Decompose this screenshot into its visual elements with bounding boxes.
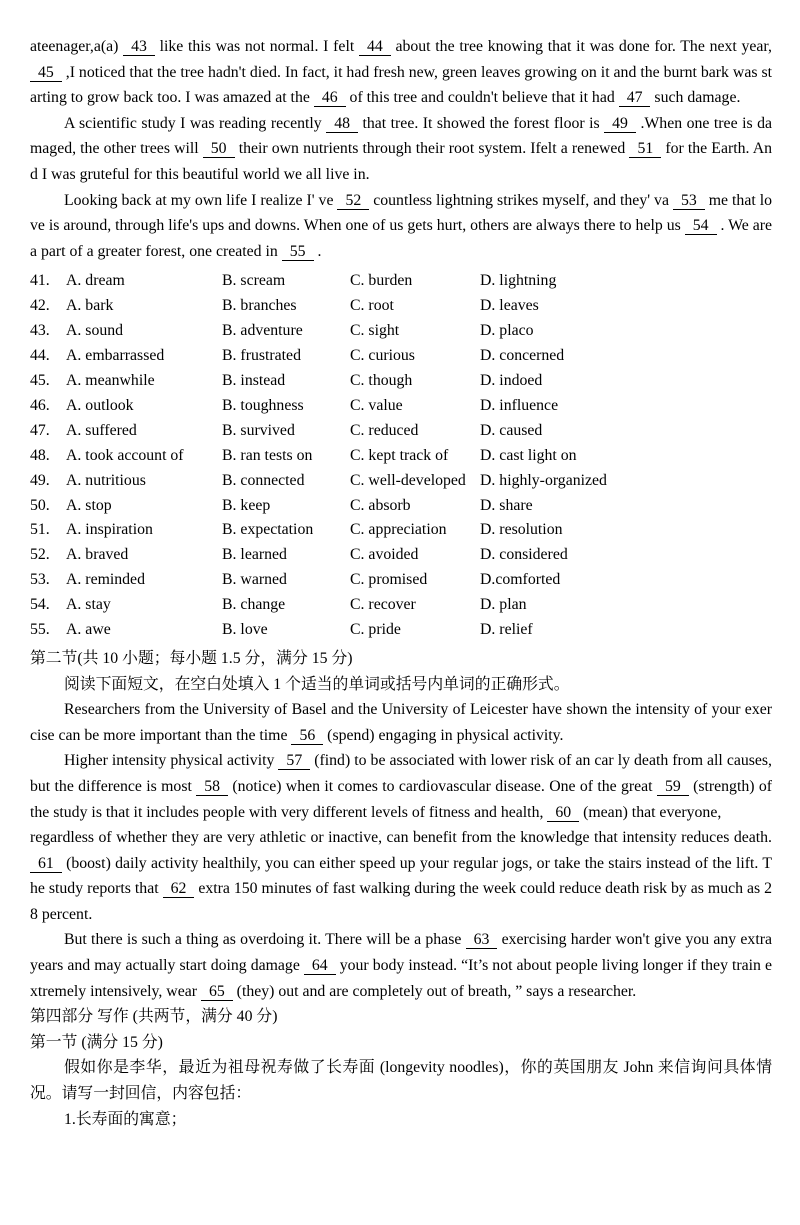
option-row [30, 319, 772, 344]
option-choice: A. stay [66, 596, 111, 614]
section2-passage [30, 697, 772, 1004]
section2-paragraph: Researchers from the University of Basel and the University of Leicester have shown the intensity of your exercise can be more important than the time 56 (spend) engaging in physical activity. [30, 701, 772, 744]
option-choice: B. toughness [222, 396, 304, 414]
option-choice: D. lightning [480, 272, 557, 290]
option-choice: B. branches [222, 297, 297, 315]
option-choice: C. kept track of [350, 446, 449, 464]
option-row [30, 444, 772, 469]
question-number: 48. [30, 446, 50, 464]
cloze-paragraph: ateenager,a(a) 43 like this was not normal. I felt 44 about the tree knowing that it was done for. The next year, 45 ,I noticed that the tree hadn't died. In fact, it had fresh new, green leaves growing on it and the burnt bark was starting to grow back too. I was amazed at the 46 of this tree and couldn't believe that it had 47 such damage. [30, 38, 772, 107]
section4-heading: 第四部分 写作 (共两节，满分 40 分) [30, 1008, 278, 1026]
option-row [30, 568, 772, 593]
option-choice: A. took account of [66, 446, 184, 464]
question-number: 44. [30, 347, 50, 365]
option-choice: D. caused [480, 421, 543, 439]
option-row [30, 543, 772, 568]
option-row [30, 618, 772, 643]
question-number: 55. [30, 621, 50, 639]
question-number: 49. [30, 471, 50, 489]
section2-paragraph: But there is such a thing as overdoing it. There will be a phase 63 exercising harder won't give you any extra years and may actually start doing damage 64 your body instead. “It’s not about people living longer if they train extremely intensively, wear 65 (they) out and are completely out of breath, ” says a researcher. [30, 931, 772, 1000]
option-choice: D. share [480, 496, 533, 514]
option-choice: A. reminded [66, 571, 145, 589]
option-choice: C. root [350, 297, 394, 315]
option-choice: A. suffered [66, 421, 137, 439]
option-choice: A. outlook [66, 396, 134, 414]
option-choice: C. sight [350, 322, 400, 340]
option-choice: B. adventure [222, 322, 303, 340]
blank-62: 62 [163, 880, 195, 898]
option-choice: C. promised [350, 571, 428, 589]
blank-61: 61 [30, 855, 62, 873]
blank-59: 59 [657, 778, 689, 796]
option-choice: C. recover [350, 596, 416, 614]
option-choice: C. though [350, 371, 413, 389]
blank-65: 65 [201, 983, 233, 1001]
blank-55: 55 [282, 243, 314, 261]
option-choice: B. keep [222, 496, 271, 514]
option-choice: B. survived [222, 421, 295, 439]
option-choice: A. awe [66, 621, 111, 639]
option-row [30, 394, 772, 419]
section2-paragraph: regardless of whether they are very athletic or inactive, can benefit from the knowledge that intensity reduces death. 61 (boost) daily activity healthily, you can either speed up your regular jogs, or take the stairs instead of the lift. The study reports that 62 extra 150 minutes of fast walking during the week could reduce death risk by as much as 28 percent. [30, 829, 772, 923]
option-row [30, 269, 772, 294]
question-number: 45. [30, 371, 50, 389]
blank-56: 56 [291, 727, 323, 745]
multiple-choice-options [30, 269, 772, 643]
option-choice: B. connected [222, 471, 305, 489]
blank-57: 57 [278, 752, 310, 770]
question-number: 50. [30, 496, 50, 514]
blank-49: 49 [604, 115, 636, 133]
option-choice: B. scream [222, 272, 286, 290]
option-choice: B. instead [222, 371, 286, 389]
option-row [30, 593, 772, 618]
option-choice: A. inspiration [66, 521, 153, 539]
option-choice: D. influence [480, 396, 559, 414]
section4-writing-prompt [30, 1055, 772, 1132]
option-row [30, 369, 772, 394]
question-number: 47. [30, 421, 50, 439]
option-choice: D.comforted [480, 571, 561, 589]
option-choice: B. change [222, 596, 286, 614]
option-row [30, 494, 772, 519]
option-choice: A. embarrassed [66, 347, 165, 365]
option-choice: B. warned [222, 571, 287, 589]
blank-58: 58 [196, 778, 228, 796]
option-choice: B. learned [222, 546, 287, 564]
option-choice: D. indoed [480, 371, 543, 389]
blank-64: 64 [304, 957, 336, 975]
question-number: 52. [30, 546, 50, 564]
question-number: 54. [30, 596, 50, 614]
question-number: 41. [30, 272, 50, 290]
option-choice: D. leaves [480, 297, 539, 315]
option-choice: B. expectation [222, 521, 314, 539]
cloze-passage [30, 34, 772, 264]
blank-48: 48 [326, 115, 358, 133]
option-choice: A. nutritious [66, 471, 146, 489]
option-choice: C. avoided [350, 546, 419, 564]
option-choice: A. meanwhile [66, 371, 155, 389]
option-choice: A. sound [66, 322, 124, 340]
option-choice: D. resolution [480, 521, 563, 539]
blank-45: 45 [30, 64, 62, 82]
option-choice: D. plan [480, 596, 527, 614]
option-choice: B. frustrated [222, 347, 301, 365]
option-row [30, 294, 772, 319]
blank-50: 50 [203, 140, 235, 158]
option-choice: B. love [222, 621, 268, 639]
option-choice: C. pride [350, 621, 401, 639]
option-choice: D. placo [480, 322, 534, 340]
option-choice: C. reduced [350, 421, 419, 439]
question-number: 53. [30, 571, 50, 589]
section2-heading: 第二节(共 10 小题；每小题 1.5 分，满分 15 分) [30, 649, 353, 667]
section4-subheading: 第一节 (满分 15 分) [30, 1033, 163, 1051]
blank-60: 60 [547, 804, 579, 822]
option-choice: D. concerned [480, 347, 565, 365]
option-choice: A. stop [66, 496, 112, 514]
question-number: 46. [30, 396, 50, 414]
question-number: 51. [30, 521, 50, 539]
option-choice: D. considered [480, 546, 568, 564]
option-choice: C. appreciation [350, 521, 447, 539]
option-row [30, 344, 772, 369]
option-choice: A. dream [66, 272, 125, 290]
section2-instruction: 阅读下面短文，在空白处填入 1 个适当的单词或括号内单词的正确形式。 [64, 675, 570, 693]
option-choice: B. ran tests on [222, 446, 313, 464]
option-choice: D. cast light on [480, 446, 577, 464]
option-choice: C. absorb [350, 496, 411, 514]
blank-52: 52 [337, 192, 369, 210]
blank-43: 43 [123, 38, 155, 56]
cloze-paragraph: Looking back at my own life I realize I' ve 52 countless lightning strikes myself, and they' va 53 me that love is around, through life's ups and downs. When one of us gets hurt, others are always there to help us 54 . We are a part of a greater forest, one created in 55 . [30, 191, 772, 260]
blank-51: 51 [629, 140, 661, 158]
writing-prompt-paragraph: 假如你是李华，最近为祖母祝寿做了长寿面 (longevity noodles)，你的英国朋友 John 来信询问具体情况。请写一封回信，内容包括： [30, 1059, 772, 1103]
blank-47: 47 [619, 89, 651, 107]
option-choice: C. curious [350, 347, 415, 365]
blank-53: 53 [673, 192, 705, 210]
writing-prompt-paragraph: 1.长寿面的寓意； [64, 1110, 187, 1128]
option-choice: A. braved [66, 546, 129, 564]
option-choice: A. bark [66, 297, 114, 315]
cloze-paragraph: A scientific study I was reading recently 48 that tree. It showed the forest floor is 49 .When one tree is damaged, the other trees will 50 their own nutrients through their root system. Ifelt a renewed 51 for the Earth. And I was gruteful for this beautiful world we all live in. [30, 114, 773, 183]
blank-54: 54 [685, 217, 717, 235]
option-choice: D. highly-organized [480, 471, 607, 489]
option-choice: D. relief [480, 621, 533, 639]
option-row [30, 518, 772, 543]
blank-46: 46 [314, 89, 346, 107]
blank-44: 44 [359, 38, 391, 56]
question-number: 43. [30, 322, 50, 340]
section2-paragraph: Higher intensity physical activity 57 (find) to be associated with lower risk of an car ly death from all causes, but the difference is most 58 (notice) when it comes to cardiovascular disease. One of the great 59 (strength) of the study is that it includes people with very different levels of fitness and health, 60 (mean) that everyone, [30, 752, 773, 821]
blank-63: 63 [466, 931, 498, 949]
question-number: 42. [30, 297, 50, 315]
option-row [30, 469, 772, 494]
option-choice: C. burden [350, 272, 413, 290]
option-row [30, 419, 772, 444]
option-choice: C. well-developed [350, 471, 466, 489]
option-choice: C. value [350, 396, 403, 414]
